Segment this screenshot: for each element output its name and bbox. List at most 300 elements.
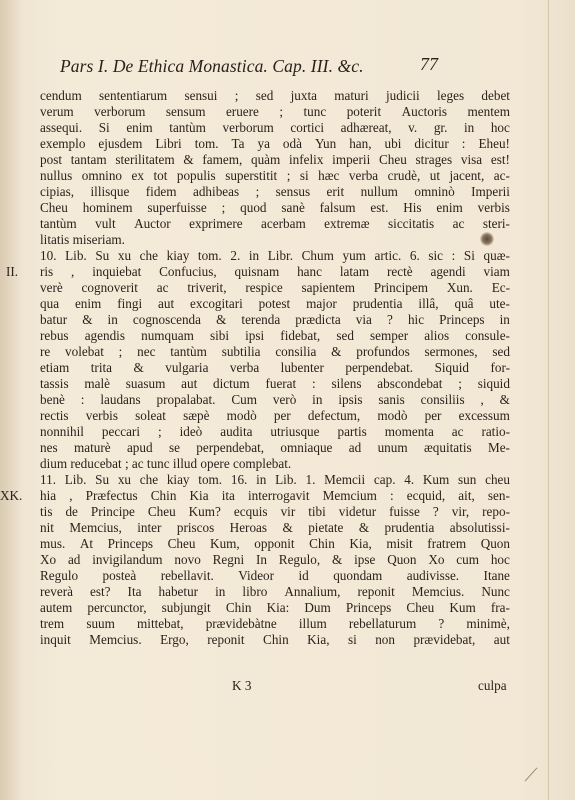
word: quod [240,200,267,215]
word: quàm [250,152,281,167]
word: suasum [125,376,166,391]
word: cipias, [40,184,75,199]
word: in [499,312,510,327]
word: tantùm [170,344,207,359]
word: ac [451,424,464,439]
word: abscondebat [377,376,443,391]
page-edge [548,0,549,800]
word: vult [95,216,116,231]
word: ipse [354,552,376,567]
word: His [403,200,422,215]
word: reponit [207,632,245,647]
word: hoc [490,552,510,567]
word: fuisse [389,504,420,519]
word: maturi [334,88,369,103]
word: & [499,392,510,407]
word: Chin [150,488,177,503]
word: Regulo [40,568,79,583]
word: & [331,344,342,359]
text-line [40,360,510,376]
word: Kia, [307,632,330,647]
word: eruere [225,104,259,119]
word: prudentia [384,520,435,535]
word: omninò [414,184,455,199]
margin-label-xk: XK. [0,488,23,503]
word: illisque [90,184,130,199]
word: mentem [467,104,510,119]
word: Cheu [147,504,176,519]
word: Kum [422,472,450,487]
word: defectum, [307,408,361,423]
word: audivisse. [406,568,460,583]
word: fuerat [265,376,297,391]
word: via [355,312,372,327]
word: sententiarum [99,88,168,103]
text-line [40,248,510,264]
word: extremæ [324,216,370,231]
word: ad [348,440,362,455]
word: & [133,360,144,375]
word: mus. [40,536,66,551]
word: : [311,376,316,391]
word: Eheu! [478,136,510,151]
running-head: Pars I. De Ethica Monastica. Cap. III. &c. [60,56,364,76]
word: inquiebat [92,264,142,279]
word: rectè [387,264,413,279]
word: Cheu [167,536,196,551]
word: , [69,488,73,503]
word: partis [337,424,367,439]
word: perpendebat, [196,440,265,455]
word: fidem [145,184,177,199]
word: ac [452,216,465,231]
word: fingi [117,296,143,311]
word: : [389,488,394,503]
word: est. [370,200,389,215]
word: superstitit [225,168,278,183]
word: judicii [386,88,420,103]
word: suum [86,616,115,631]
word: invigilandum [92,552,163,567]
text-line [40,392,510,408]
word: consilia [275,344,317,359]
word: tantùm [40,216,77,231]
word: ut [429,168,440,183]
word: sun [458,472,477,487]
word: Itane [483,568,510,583]
word: Chin [263,632,289,647]
word: Regulo, [278,552,321,567]
word: subjungit [161,600,211,615]
word: ; [279,104,284,119]
word: hominem [82,200,133,215]
word: in [215,584,226,599]
word: 2. [230,248,241,263]
word: Siquid [434,360,470,375]
word: xu [117,472,131,487]
margin-label-ii: II. [6,264,19,279]
word: major [306,296,337,311]
word: Cheu [40,200,68,215]
word: hoc [490,120,510,135]
signature-mark: K 3 [232,678,252,693]
pencil-mark [525,767,538,781]
word: semper [370,328,409,343]
catchword: culpa [478,678,507,693]
word: opponit [254,536,295,551]
text-line [40,568,510,584]
word: acerbam [261,216,306,231]
word: Kia [189,488,209,503]
word: batur [40,312,68,327]
word: Su [95,472,110,487]
word: sermones, [424,344,478,359]
word: terenda [241,312,281,327]
word: Chum [301,248,334,263]
word: Memcius, [69,520,122,535]
word: hic [407,312,425,327]
word: tantùm [169,120,206,135]
word: ubi [384,136,402,151]
word: rebellaturum [348,616,417,631]
word: hæc [318,168,340,183]
word: exemplo [40,136,86,151]
word: assequi. [40,120,83,135]
word: in [463,120,475,135]
word: posteà [102,568,137,583]
word: Auctoris [401,104,448,119]
word: Præfectus [85,488,138,503]
word: exprimere [189,216,243,231]
word: sed [255,88,274,103]
word: inter [137,520,162,535]
word: Confucius, [159,264,217,279]
word: Libri [155,136,182,151]
word: yum [342,248,366,263]
word: Ergo, [160,632,189,647]
word: maturè [73,440,111,455]
word: silens [331,376,362,391]
word: cortici [290,120,325,135]
word: & [216,312,227,327]
word: strages [415,152,453,167]
word: enim [436,200,463,215]
word: sic [428,248,444,263]
word: ecquid, [406,488,446,503]
word: priscos [176,520,215,535]
word: re [40,344,51,359]
word: , [480,392,484,407]
text-line [40,440,510,456]
word: adhæreat, [340,120,392,135]
word: cheu [485,472,510,487]
word: In [255,552,267,567]
word: ex [131,168,144,183]
word: artic. [374,248,402,263]
word: Chin [225,600,252,615]
word: viam [483,264,510,279]
word: ; [458,376,462,391]
word: respice [245,280,283,295]
word: Cheu [406,600,435,615]
word: in [248,248,260,263]
word: in [256,472,267,487]
word: verba [348,168,379,183]
word: xu [117,248,132,263]
word: modò [377,408,408,423]
word: per [273,408,291,423]
word: , [71,264,75,279]
word: Heroas [229,520,268,535]
word: agendi [430,264,466,279]
word: autem [40,600,73,615]
word: : [80,392,85,407]
text-line [40,296,510,312]
word: prudentia [352,296,403,311]
word: numquam [141,328,194,343]
word: Memcius. [89,632,142,647]
word: 10. [40,248,57,263]
word: alios [424,328,450,343]
word: Si [98,120,110,135]
word: per [424,408,442,423]
word: in [107,312,118,327]
word: soleat [135,408,166,423]
word: & [183,152,194,167]
word: Videor [238,568,275,583]
word: Libr. [267,248,293,263]
word: sed [492,344,510,359]
word: vir [280,504,296,519]
word: visa [460,152,483,167]
word: nullus [40,168,73,183]
word: Ec- [491,280,510,295]
word: & [358,520,370,535]
word: cum [456,552,479,567]
word: apud [126,440,153,455]
word: consiliis [420,392,465,407]
word: de [65,504,78,519]
word: sterilitatem [115,152,175,167]
word: Princeps [107,536,154,551]
word: sanè [281,200,305,215]
word: Auctor [134,216,171,231]
word: inquit [40,632,71,647]
word: est! [490,152,510,167]
word: cognoverit [81,280,138,295]
word: ris [40,264,54,279]
word: steri- [482,216,510,231]
text-line [40,264,510,280]
word: ita [221,488,235,503]
text-line [40,280,510,296]
word: profundos [356,344,410,359]
text-line [40,632,510,648]
word: latam [339,264,370,279]
word: consule- [465,328,510,343]
word: malè [84,376,110,391]
word: cendum [40,88,82,103]
word: Memcii [324,472,366,487]
word: volebat [65,344,104,359]
word: aut [493,632,510,647]
word: reponit [357,584,395,599]
word: tom. [198,472,223,487]
word: si [347,632,357,647]
word: trem [40,616,65,631]
word: kiay [166,248,190,263]
word: repo- [482,504,510,519]
word: reverà [40,584,73,599]
word: illum [298,616,327,631]
text-line [40,344,510,360]
word: han, [349,136,372,151]
word: hanc [297,264,322,279]
word: debet [481,88,510,103]
word: Kum? [188,504,221,519]
word: utriusque [270,424,320,439]
word: Su [95,248,110,263]
word: ; [286,168,291,183]
text-line: litatis miseriam. [40,232,125,247]
text-line [40,584,510,600]
word: adhibeas [192,184,240,199]
word: minimè, [466,616,510,631]
word: misit [386,536,413,551]
word: dictum [213,376,250,391]
word: 4. [404,472,415,487]
word: Xo [40,552,57,567]
word: tom. [197,248,222,263]
text-line [40,312,510,328]
word: illâ, [418,296,439,311]
word: rectis [40,408,69,423]
word: est? [89,584,111,599]
word: Princeps [345,600,392,615]
word: Quon [480,536,510,551]
word: ? [387,312,393,327]
word: verum [40,104,74,119]
word: id [298,568,309,583]
word: Kia, [349,536,372,551]
text-line [40,504,510,520]
word: tibi [308,504,326,519]
word: crudè, [387,168,421,183]
word: prædicta [295,312,341,327]
word: siccitatis [388,216,435,231]
word: Nunc [481,584,510,599]
word: propalabat. [156,392,216,407]
word: : [451,248,456,263]
word: verborum [94,104,146,119]
word: Quon [387,552,417,567]
word: quisnam [234,264,280,279]
word: audita [220,424,253,439]
text-line [40,408,510,424]
word: infelix [289,152,324,167]
word: libro [242,584,268,599]
word: tunc [303,104,327,119]
word: sæpè [183,408,210,423]
word: Chin [309,536,335,551]
word: ecquis [233,504,268,519]
text-line [40,104,510,120]
word: Lib. [64,472,87,487]
text-line [40,376,510,392]
text-line [40,328,510,344]
word: verborum [222,120,274,135]
word: quondam [333,568,383,583]
word: 1. [305,472,316,487]
word: nit [40,520,54,535]
word: At [79,536,94,551]
text-line [40,152,510,168]
word: superfuisse [147,200,207,215]
word: Regni [212,552,245,567]
word: ipsi [245,328,265,343]
word: juxta [290,88,317,103]
word: Lib. [65,248,87,263]
word: che [139,248,158,263]
word: Xun. [446,280,473,295]
word: sensum [165,104,206,119]
word: vulgaria [165,360,209,375]
word: videtur [338,504,377,519]
word: unum [377,440,408,455]
text-line [40,136,510,152]
word: potest [258,296,291,311]
word: vir, [451,504,470,519]
word: etiam [40,360,70,375]
word: Princeps [439,312,485,327]
text-line [40,520,510,536]
word: interrogavit [247,488,310,503]
word: rebellavit. [160,568,214,583]
word: verbis [85,408,118,423]
word: Kum [449,600,476,615]
word: ipsis [338,392,363,407]
word: Ta [231,136,245,151]
word: prævidebàtne [205,616,277,631]
word: ac [156,280,169,295]
word: cognoscenda [132,312,201,327]
text-line [40,216,510,232]
word: sen- [487,488,510,503]
word: agendis [84,328,125,343]
word: peccari [101,424,140,439]
text-line [40,120,510,136]
word: Kia: [266,600,290,615]
word: kiay [166,472,190,487]
word: Yun [314,136,337,151]
word: æquitatis [423,440,472,455]
page-number: 77 [420,54,438,74]
word: cap. [373,472,396,487]
word: Principe [90,504,135,519]
word: for- [490,360,510,375]
text-line [40,616,510,632]
word: ; [255,184,260,199]
word: perpendebat. [345,360,414,375]
word: enim [74,296,102,311]
word: ait, [458,488,475,503]
word: sibi [209,328,230,343]
text-line [40,536,510,552]
word: mittebat, [137,616,184,631]
word: & [332,552,343,567]
word: odà [282,136,302,151]
word: Ita [127,584,142,599]
